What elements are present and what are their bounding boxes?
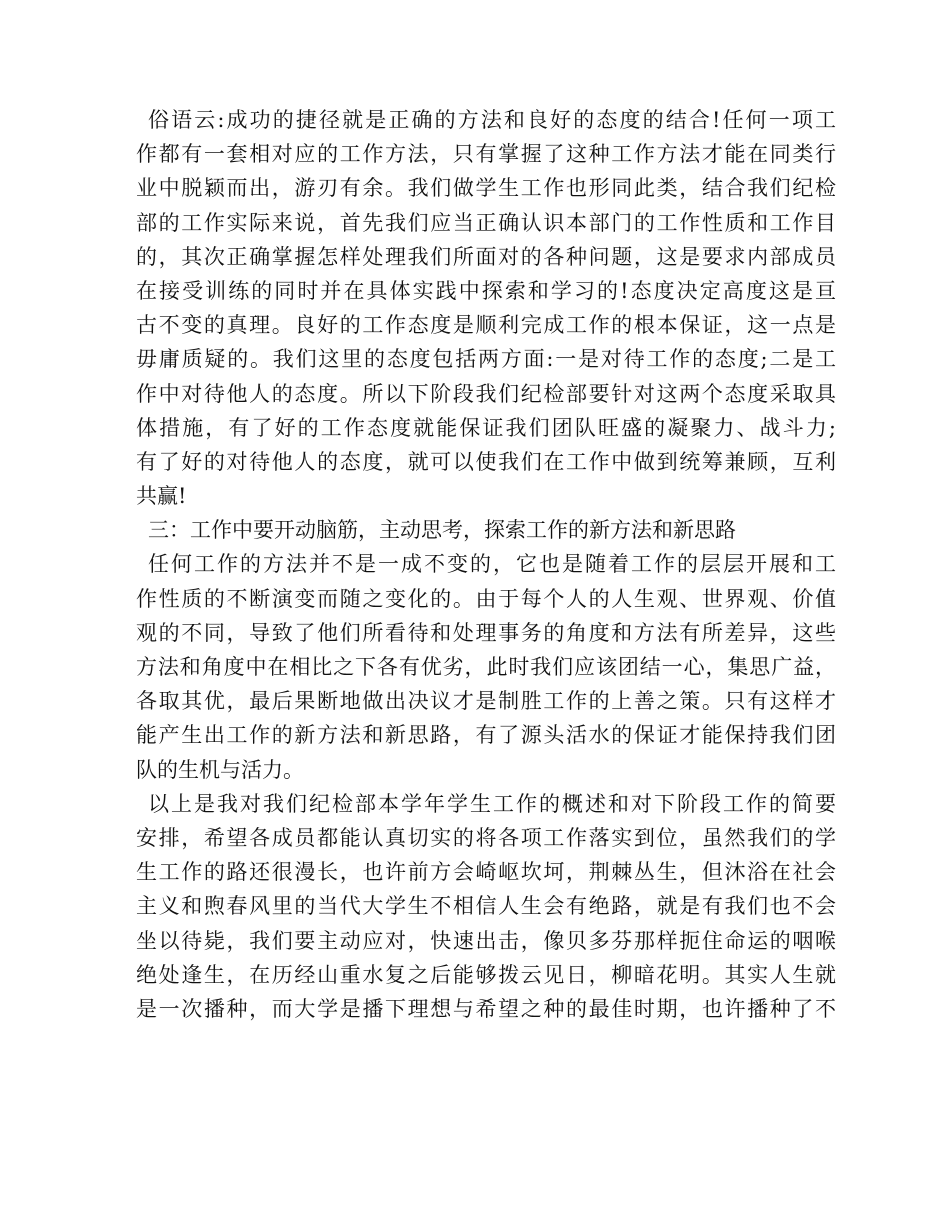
text-line: 毋庸质疑的。我们这里的态度包括两方面:一是对待工作的态度;二是工 [136,347,836,372]
text-line: 坐以待毙，我们要主动应对，快速出击，像贝多芬那样扼住命运的咽喉 [136,928,836,953]
text-line: 部的工作实际来说，首先我们应当正确认识本部门的工作性质和工作目 [136,210,836,235]
text-line: 在接受训练的同时并在具体实践中探索和学习的!态度决定高度这是亘 [136,278,836,303]
text-line: 生工作的路还很漫长，也许前方会崎岖坎坷，荆棘丛生，但沐浴在社会 [136,860,836,885]
text-line: 作中对待他人的态度。所以下阶段我们纪检部要针对这两个态度采取具 [136,381,836,406]
text-line: 主义和煦春风里的当代大学生不相信人生会有绝路，就是有我们也不会 [136,894,836,919]
body-text [136,103,836,1026]
text-line: 方法和角度中在相比之下各有优劣，此时我们应该团结一心，集思广益， [136,655,836,679]
text-line: 绝处逢生，在历经山重水复之后能够拨云见日，柳暗花明。其实人生就 [136,962,836,987]
text-line: 的，其次正确掌握怎样处理我们所面对的各种问题，这是要求内部成员 [136,244,836,269]
text-line: 业中脱颖而出，游刃有余。我们做学生工作也形同此类，结合我们纪检 [136,176,836,201]
text-line: 古不变的真理。良好的工作态度是顺利完成工作的根本保证，这一点是 [136,313,836,338]
text-line: 队的生机与活力。 [136,757,304,782]
text-line: 体措施，有了好的工作态度就能保证我们团队旺盛的凝聚力、战斗力; [136,415,836,440]
text-line: 能产生出工作的新方法和新思路，有了源头活水的保证才能保持我们团 [136,723,836,748]
text-line: 以上是我对我们纪检部本学年学生工作的概述和对下阶段工作的简要 [148,791,836,816]
text-line: 俗语云:成功的捷径就是正确的方法和良好的态度的结合!任何一项工 [148,108,836,132]
text-line: 作性质的不断演变而随之变化的。由于每个人的人生观、世界观、价值 [136,586,836,611]
text-line: 安排，希望各成员都能认真切实的将各项工作落实到位，虽然我们的学 [136,825,836,850]
text-line: 有了好的对待他人的态度，就可以使我们在工作中做到统筹兼顾，互利 [136,449,836,474]
text-line: 观的不同，导致了他们所看待和处理事务的角度和方法有所差异，这些 [136,620,836,645]
text-line: 各取其优，最后果断地做出决议才是制胜工作的上善之策。只有这样才 [136,689,836,714]
text-line: 共赢! [136,484,187,509]
section-heading: 三：工作中要开动脑筋，主动思考，探索工作的新方法和新思路 [148,518,736,543]
text-line: 作都有一套相对应的工作方法，只有掌握了这种工作方法才能在同类行 [136,142,836,167]
text-line: 任何工作的方法并不是一成不变的，它也是随着工作的层层开展和工 [148,552,836,577]
text-line: 是一次播种，而大学是播下理想与希望之种的最佳时期，也许播种了不 [136,996,836,1021]
